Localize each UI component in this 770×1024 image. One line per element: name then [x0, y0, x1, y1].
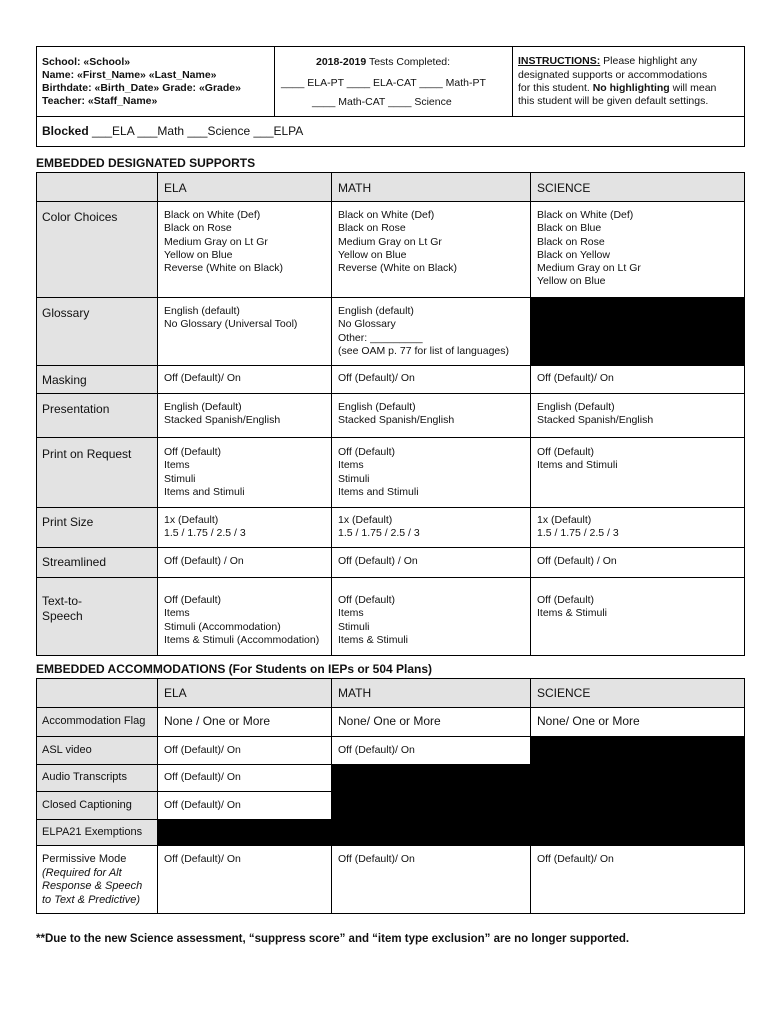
- row-label-color-choices: Color Choices: [42, 210, 118, 224]
- acc-column-header-science: SCIENCE: [537, 686, 591, 700]
- option: Stimuli: [338, 472, 370, 485]
- permissive-mode-science: Off (Default)/ On: [537, 853, 614, 865]
- tests-line-2: ____ Math-CAT ____ Science: [312, 96, 452, 108]
- column-header-science: SCIENCE: [537, 181, 591, 195]
- option: 1.5 / 1.75 / 2.5 / 3: [338, 527, 420, 540]
- instructions-line-3: [518, 82, 716, 95]
- color-choices-ela: [164, 209, 283, 275]
- tests-line-1: ____ ELA-PT ____ ELA-CAT ____ Math-PT: [281, 77, 486, 89]
- instructions-line-4: this student will be given default settings.: [518, 95, 709, 107]
- row-label-accommodation-flag: Accommodation Flag: [42, 715, 146, 727]
- column-header-math: MATH: [338, 181, 372, 195]
- instructions-text-3b: No highlighting: [592, 82, 670, 94]
- audio-transcripts-ela: Off (Default)/ On: [164, 771, 241, 783]
- option: Reverse (White on Black): [338, 262, 458, 275]
- text-to-speech-math: [338, 594, 408, 647]
- option: Stacked Spanish/English: [338, 414, 455, 427]
- option: Items and Stimuli: [164, 485, 245, 498]
- glossary-science-blocked: [530, 297, 745, 365]
- asl-video-ela: Off (Default)/ On: [164, 744, 241, 756]
- presentation-science: [537, 401, 653, 428]
- option: 1x (Default): [537, 514, 592, 526]
- print-on-request-science: [537, 446, 618, 473]
- accommodation-flag-science: None/ One or More: [537, 714, 640, 728]
- print-size-ela: [164, 514, 246, 541]
- permissive-mode-ela: Off (Default)/ On: [164, 853, 241, 865]
- blocked-row: [42, 124, 303, 138]
- label-line: Speech: [42, 609, 83, 623]
- option: Items: [338, 459, 364, 472]
- math-blocked-cells: [331, 764, 531, 846]
- row-label-asl-video: ASL video: [42, 744, 92, 756]
- color-choices-science: [537, 209, 641, 289]
- acc-column-header-math: MATH: [338, 686, 372, 700]
- option: Items: [164, 459, 190, 472]
- option: Off (Default): [537, 594, 594, 606]
- label-line: Text-to-: [42, 594, 83, 608]
- option: (see OAM p. 77 for list of languages): [338, 344, 509, 357]
- row-label-text-to-speech: [42, 594, 83, 624]
- student-name-field: Name: «First_Name» «Last_Name»: [42, 69, 217, 81]
- instructions-line-2: designated supports or accommodations: [518, 69, 708, 81]
- print-size-science: [537, 514, 619, 541]
- asl-video-math: Off (Default)/ On: [338, 744, 415, 756]
- option: Black on White (Def): [338, 209, 435, 221]
- accommodation-flag-ela: None / One or More: [164, 714, 271, 728]
- option: Off (Default): [164, 446, 221, 458]
- option: Reverse (White on Black): [164, 262, 284, 275]
- row-label-column: [36, 201, 157, 656]
- column-header-ela: ELA: [164, 181, 187, 195]
- row-label-presentation: Presentation: [42, 402, 110, 416]
- row-label-streamlined: Streamlined: [42, 555, 107, 569]
- streamlined-ela: Off (Default) / On: [164, 555, 244, 567]
- column-header-row: [157, 172, 745, 201]
- instructions-text-3c: will mean: [669, 82, 717, 94]
- option: Black on Yellow: [537, 248, 610, 261]
- option: Items and Stimuli: [338, 485, 419, 498]
- option: Off (Default): [338, 446, 395, 458]
- instructions-title: INSTRUCTIONS:: [518, 55, 601, 67]
- designated-supports-title: EMBEDDED DESIGNATED SUPPORTS: [36, 156, 256, 170]
- glossary-ela: [164, 305, 297, 332]
- option: Yellow on Blue: [164, 248, 233, 261]
- option: 1x (Default): [164, 514, 219, 526]
- instructions-line-1: [518, 55, 697, 68]
- print-on-request-ela: [164, 446, 245, 499]
- option: English (default): [164, 305, 240, 317]
- teacher-field: Teacher: «Staff_Name»: [42, 95, 158, 107]
- blocked-options: ___ELA ___Math ___Science ___ELPA: [88, 124, 304, 138]
- print-size-math: [338, 514, 420, 541]
- instructions-text-1: Please highlight any: [600, 55, 698, 67]
- option: Other: _________: [338, 331, 423, 344]
- option: Medium Gray on Lt Gr: [537, 262, 641, 275]
- masking-ela: Off (Default)/ On: [164, 372, 241, 384]
- option: Stacked Spanish/English: [164, 414, 281, 427]
- option: Off (Default): [338, 594, 395, 606]
- streamlined-math: Off (Default) / On: [338, 555, 418, 567]
- option: No Glossary: [338, 318, 396, 331]
- row-label-elpa21-exemptions: ELPA21 Exemptions: [42, 826, 143, 838]
- row-label-closed-captioning: Closed Captioning: [42, 799, 132, 811]
- accommodations-title: EMBEDDED ACCOMMODATIONS (For Students on IEPs or 504 Plans): [36, 662, 433, 676]
- tests-completed-title: [316, 56, 450, 69]
- option: Yellow on Blue: [537, 275, 606, 288]
- label-note: Response & Speech: [42, 880, 143, 892]
- option: Black on Blue: [537, 222, 602, 235]
- option: Items: [164, 607, 190, 620]
- accommodation-flag-math: None/ One or More: [338, 714, 441, 728]
- streamlined-science: Off (Default) / On: [537, 555, 617, 567]
- color-choices-math: [338, 209, 457, 275]
- option: Stimuli: [164, 472, 196, 485]
- option: Stacked Spanish/English: [537, 414, 654, 427]
- option: Black on Rose: [164, 222, 232, 235]
- tests-label: Tests Completed:: [366, 56, 451, 68]
- row-label-audio-transcripts: Audio Transcripts: [42, 771, 127, 783]
- option: Black on White (Def): [164, 209, 261, 221]
- option: English (default): [338, 305, 414, 317]
- option: Items & Stimuli (Accommodation): [164, 633, 320, 646]
- option: Medium Gray on Lt Gr: [338, 235, 442, 248]
- option: Stimuli: [338, 620, 370, 633]
- option: Off (Default): [164, 594, 221, 606]
- footnote: **Due to the new Science assessment, “suppress score” and “item type exclusion” are no longer supported.: [36, 933, 630, 945]
- option: 1x (Default): [338, 514, 393, 526]
- option: English (Default): [338, 401, 416, 413]
- tests-year: 2018-2019: [316, 56, 367, 68]
- column-header-row: [36, 678, 745, 707]
- row-label-permissive-mode: [42, 853, 142, 907]
- print-on-request-math: [338, 446, 419, 499]
- option: Black on Rose: [338, 222, 406, 235]
- option: Items & Stimuli: [537, 607, 608, 620]
- masking-math: Off (Default)/ On: [338, 372, 415, 384]
- row-label-print-on-request: Print on Request: [42, 447, 132, 461]
- ela-blocked-cell: [157, 819, 332, 846]
- option: Yellow on Blue: [338, 248, 407, 261]
- option: English (Default): [537, 401, 615, 413]
- row-label-glossary: Glossary: [42, 306, 90, 320]
- birthdate-grade-field: Birthdate: «Birth_Date» Grade: «Grade»: [42, 82, 241, 94]
- label-note: (Required for Alt: [42, 866, 122, 879]
- text-to-speech-science: [537, 594, 607, 621]
- option: Stimuli (Accommodation): [164, 620, 281, 633]
- label-note: to Text & Predictive): [42, 893, 141, 906]
- header-corner-cell: [36, 172, 157, 201]
- option: Black on White (Def): [537, 209, 634, 221]
- blocked-label: Blocked: [42, 124, 89, 138]
- option: Items & Stimuli: [338, 633, 409, 646]
- masking-science: Off (Default)/ On: [537, 372, 614, 384]
- presentation-ela: [164, 401, 280, 428]
- option: Items: [338, 607, 364, 620]
- row-label-print-size: Print Size: [42, 515, 94, 529]
- text-to-speech-ela: [164, 594, 319, 647]
- option: 1.5 / 1.75 / 2.5 / 3: [164, 527, 246, 540]
- closed-captioning-ela: Off (Default)/ On: [164, 799, 241, 811]
- option: Items and Stimuli: [537, 459, 618, 472]
- presentation-math: [338, 401, 454, 428]
- permissive-mode-math: Off (Default)/ On: [338, 853, 415, 865]
- school-field: School: «School»: [42, 56, 131, 68]
- row-label-masking: Masking: [42, 373, 87, 387]
- option: Medium Gray on Lt Gr: [164, 235, 268, 248]
- option: 1.5 / 1.75 / 2.5 / 3: [537, 527, 619, 540]
- option: English (Default): [164, 401, 242, 413]
- instructions-text-3a: for this student.: [518, 82, 593, 94]
- glossary-math: [338, 305, 509, 358]
- option: No Glossary (Universal Tool): [164, 318, 298, 331]
- label-line: Permissive Mode: [42, 853, 127, 865]
- option: Off (Default): [537, 446, 594, 458]
- acc-column-header-ela: ELA: [164, 686, 187, 700]
- option: Black on Rose: [537, 235, 605, 248]
